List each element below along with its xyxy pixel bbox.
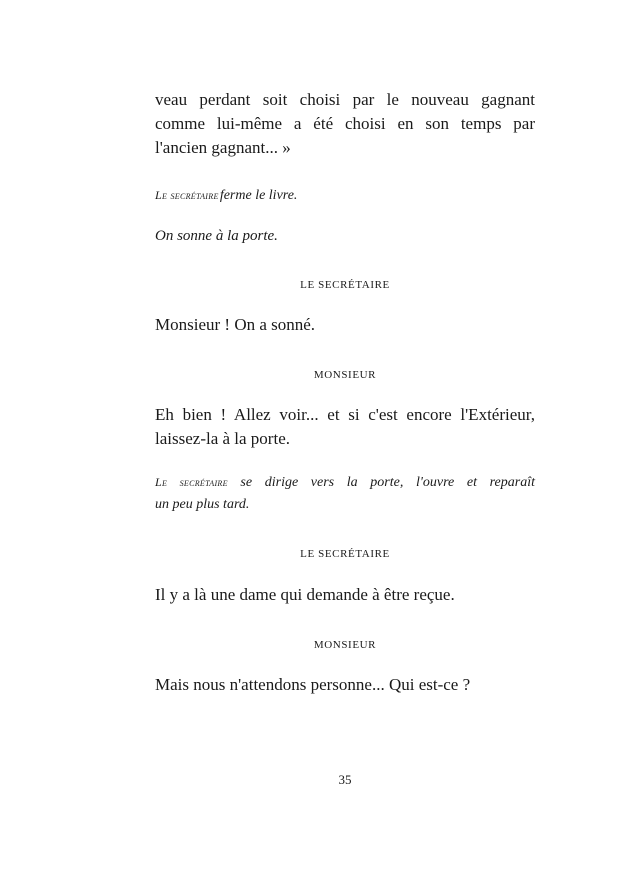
stage-direction-3 <box>155 471 535 516</box>
stage-direction-3-text-1: se dirige vers la porte, l'ouvre et reparaît <box>240 475 535 490</box>
stage-direction-1-character: Le secrétaire <box>155 188 219 202</box>
dialogue-1-line: Monsieur ! On a sonné. <box>155 315 316 334</box>
speaker-name-3: LE SECRÉTAIRE <box>300 548 390 560</box>
opening-dialogue-line-3: l'ancien gagnant... » <box>155 138 291 157</box>
dialogue-2-line-1: Eh bien ! Allez voir... et si c'est encore l'Extérieur, <box>155 405 535 424</box>
opening-dialogue-line-1: veau perdant soit choisi par le nouveau gagnant <box>155 90 535 109</box>
dialogue-4 <box>155 673 535 697</box>
speaker-name-2: MONSIEUR <box>313 369 377 381</box>
page-number: 35 <box>338 772 352 787</box>
stage-direction-2 <box>155 225 535 247</box>
stage-direction-1-text: ferme le livre. <box>219 188 298 203</box>
dialogue-3 <box>155 583 535 607</box>
dialogue-4-line: Mais nous n'attendons personne... Qui est-ce ? <box>155 675 471 694</box>
dialogue-3-line: Il y a là une dame qui demande à être reçue. <box>155 585 455 604</box>
dialogue-2-line-2: laissez-la à la porte. <box>155 429 290 448</box>
dialogue-2 <box>155 403 535 451</box>
stage-direction-1 <box>155 184 535 207</box>
stage-direction-3-text-2: un peu plus tard. <box>155 497 250 512</box>
opening-dialogue <box>155 88 535 160</box>
stage-direction-3-character: Le secrétaire <box>155 475 228 489</box>
stage-direction-2-text: On sonne à la porte. <box>155 228 278 244</box>
dialogue-1 <box>155 313 535 337</box>
opening-dialogue-line-2: comme lui-même a été choisi en son temps par <box>155 114 535 133</box>
speaker-name-1: LE SECRÉTAIRE <box>300 279 390 291</box>
speaker-name-4: MONSIEUR <box>313 639 377 651</box>
